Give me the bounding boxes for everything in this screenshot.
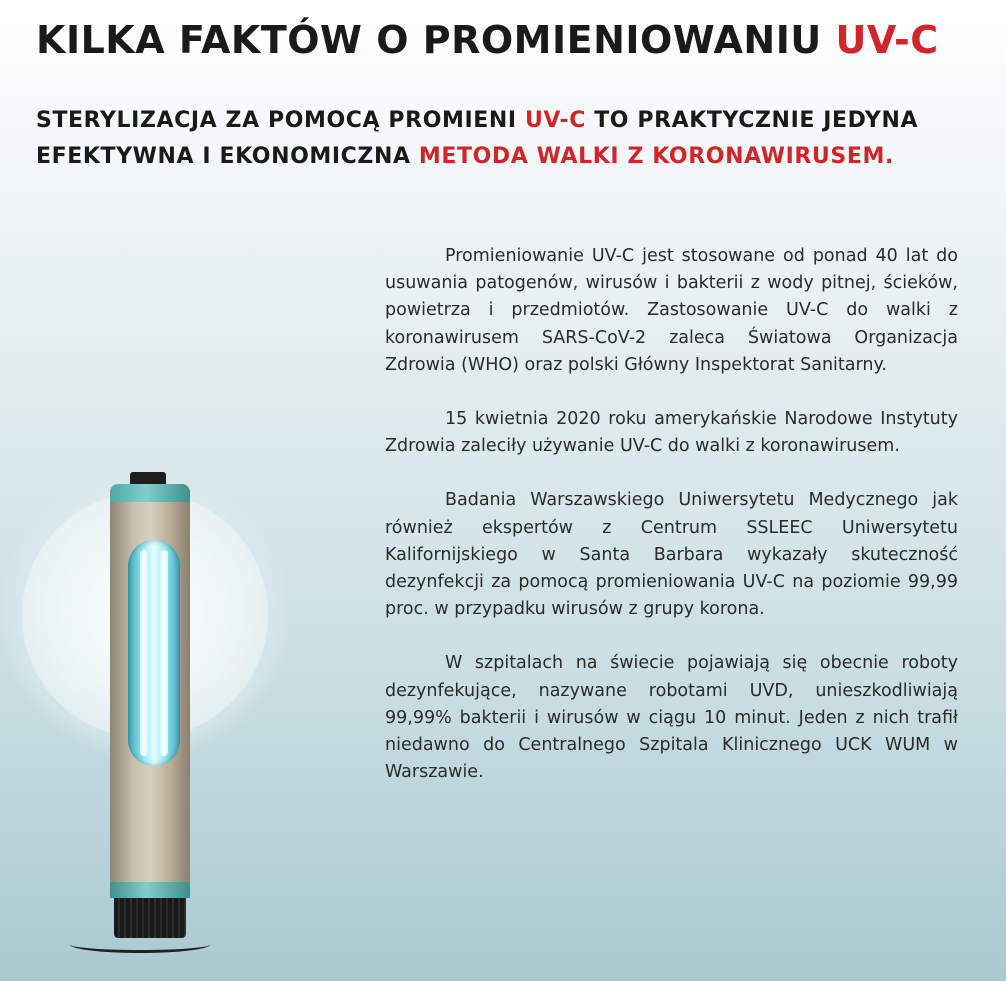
lamp-top-band	[110, 484, 190, 502]
paragraph-research: Badania Warszawskiego Uniwersytetu Medycznego jak również ekspertów z Centrum SSLEEC Uniwersytetu Kalifornijskiego w Santa Barbara wykazały skuteczność dezynfekcji za pomocą promieniowania UV-C na poziomie 99,99 proc. w przypadku wirusów z grupy korona.	[385, 490, 958, 620]
paragraph-nih: 15 kwietnia 2020 roku amerykańskie Narodowe Instytuty Zdrowia zaleciły używanie UV-C do walki z koronawirusem.	[385, 409, 958, 457]
uvc-lamp-image	[100, 470, 200, 970]
paragraph-history: Promieniowanie UV-C jest stosowane od ponad 40 lat do usuwania patogenów, wirusów i bakterii z wody pitnej, ścieków, powietrza i przedmiotów. Zastosowanie UV-C do walki z koronawirusem SARS-CoV-2 zaleca Światowa Organizacja Zdrowia (WHO) oraz polski Główny Inspektorat Sanitarny.	[385, 246, 958, 375]
lamp-bottom-band	[110, 882, 190, 898]
lamp-uv-window	[128, 540, 180, 766]
subtitle-accent-uvc: UV-C	[524, 108, 586, 133]
subtitle-part2: TO PRAKTYCZNIE JEDYNA	[585, 108, 919, 133]
title-main: KILKA FAKTÓW O PROMIENIOWANIU	[36, 18, 836, 62]
page-title	[36, 18, 939, 62]
title-accent: UV-C	[835, 18, 939, 62]
lamp-cord	[70, 936, 210, 953]
subtitle-part3: EFEKTYWNA I EKONOMICZNA	[36, 144, 419, 169]
subtitle-accent-method: METODA WALKI Z KORONAWIRUSEM.	[418, 144, 894, 169]
uv-tube	[140, 550, 148, 756]
page-subtitle	[36, 103, 976, 175]
lamp-body	[110, 502, 190, 882]
subtitle-part1: STERYLIZACJA ZA POMOCĄ PROMIENI	[36, 108, 525, 133]
lamp-base	[114, 898, 186, 938]
uv-tube	[160, 550, 168, 756]
article-body	[385, 243, 958, 813]
paragraph-robots: W szpitalach na świecie pojawiają się obecnie roboty dezynfekujące, nazywane robotami UVD, unieszkodliwiają 99,99% bakterii i wirusów w ciągu 10 minut. Jeden z nich trafił niedawno do Centralnego Szpitala Klinicznego UCK WUM w Warszawie.	[385, 653, 958, 783]
